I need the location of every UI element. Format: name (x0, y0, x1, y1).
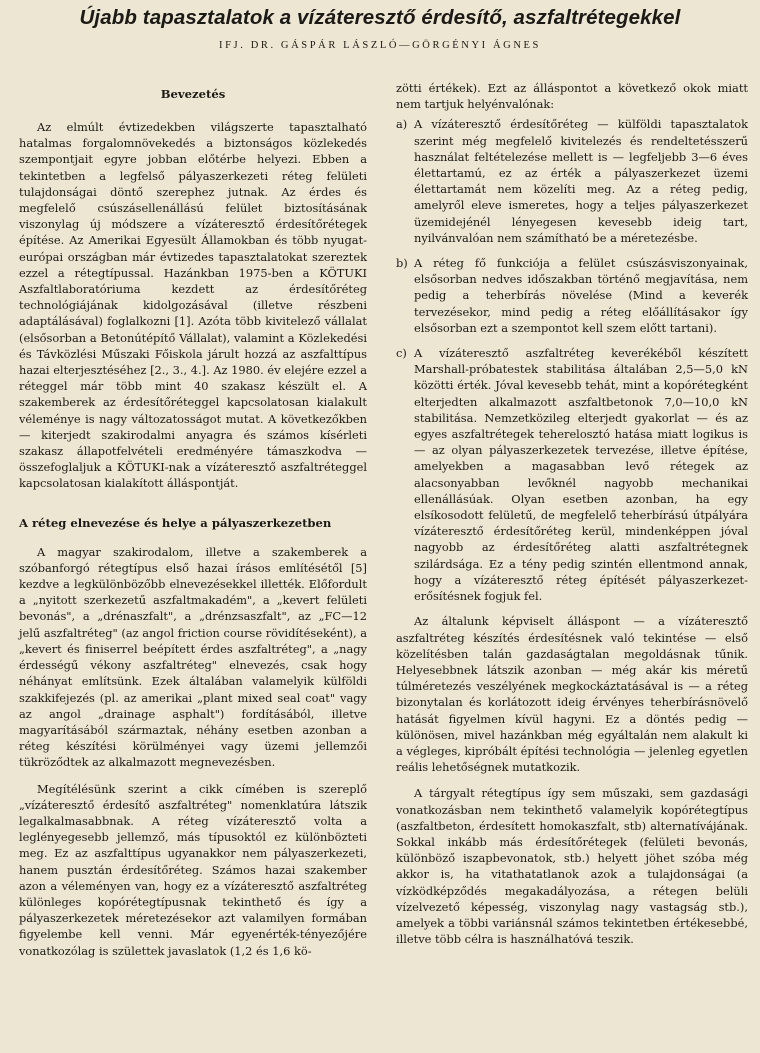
section-heading-introduction: Bevezetés (160, 87, 226, 101)
section-heading-naming: A réteg elnevezése és helye a pályaszerkezetben (19, 515, 332, 530)
paragraph-naming-2: Megítélésünk szerint a cikk címében is szereplő „vízáteresztő érdesítő aszfaltréteg" nomenklatúra látszik legalkalmasabbnak. A réteg vízáteresztő volta a leglényegesebb jellemző, más típusoktól ez különbözteti meg. Ez az aszfalttípus ugyanakkor nem pályaszerkezeti, hanem pusztán érdesítőréteg. Számos hazai szakember azon a véleményen van, hogy ez a vízáteresztő aszfaltréteg különleges kopórétegtípusnak tekinthető és így a pályaszerkezetek méretezésekor azt valamilyen formában figyelembe kell venni. Már egyenérték-tényezőjére vonatkozólag is születtek javaslatok (1,2 és 1,6 kö- (19, 781, 367, 958)
list-item-label: b) (396, 256, 408, 271)
right-column (396, 80, 748, 947)
paragraph-alternative: A tárgyalt rétegtípus így sem műszaki, sem gazdasági vonatkozásban nem tekinthető valamelyik kopórétegtípus (aszfaltbeton, érdesített homokaszfalt, stb) alternatívájának. Sokkal inkább más érdesítőrétegek (felületi bevonás, különböző iszapbevonatok, stb.) helyett jöhet szóba még akkor is, ha vitathatatlanok azok a tulajdonságai (a vízködképződés megakadályozása, a rétegen belüli vízelvezető képesség, viszonylag nagy vastagság stb.), amelyek a többi variánsnál számos tekintetben értékesebbé, illetve több célra is használhatóvá teszik. (396, 786, 748, 947)
paragraph-continuation: zötti értékek). Ezt az álláspontot a következő okok miatt nem tartjuk helyénvalónak: (396, 81, 748, 112)
article-title: Újabb tapasztalatok a vízáteresztő érdesítő, aszfaltrétegekkel (79, 6, 681, 29)
list-item-label: c) (396, 346, 407, 361)
paragraph-intro: Az elmúlt évtizedekben világszerte tapasztalható hatalmas forgalomnövekedés a biztonságos közlekedés szempontjait egyre jobban előtérbe helyezi. Ebben a tekintetben a legfelső pályaszerkezeti réteg felületi tulajdonságai döntő szerephez jutnak. Az érdes és megfelelő csúszásellenállású felület biztosításának viszonylag új módszere a vízáteresztő érdesítőrétegek építése. Az Amerikai Egyesült Államokban és több nyugat-európai országban már évtizedes tapasztalatokat szereztek ezzel a rétegtípussal. Hazánkban 1975-ben a KÖTUKI Aszfaltlaboratóriuma kezdett az érdesítőréteg technológiájának kidolgozásával (illetve részbeni adaptálásával) foglalkozni [1]. Azóta több kivitelező vállalat (elsősorban a Betonútépítő Vállalat), valamint a Közlekedési és Távközlési Műszaki Főiskola járult hozzá az aszfalttípus hazai elterjesztéséhez [2., 3., 4.]. Az 1980. év elejére ezzel a réteggel már több mint 40 szakasz készült el. A szakemberek az érdesítőréteggel kapcsolatosan kialakult véleménye is nagy változatosságot mutat. A következőkben — kiterjedt szakirodalmi anyagra és számos kísérleti szakasz állapotfelvételi eredményére támaszkodva — összefoglaljuk a KÖTUKI-nak a vízáteresztő aszfaltréteggel kapcsolatosan kialakított álláspontját. (19, 120, 367, 491)
paragraph-naming-1: A magyar szakirodalom, illetve a szakemberek a szóbanforgó rétegtípus első hazai írásos említésétől [5] kezdve a legkülönbözőbb elnevezésekkel illették. Előfordult a „nyitott szerkezetű aszfaltmakadém", a „kevert felületi bevonás", a „drénaszfalt", a „drénzsaszfalt", az „FC—12 jelű aszfaltréteg" (az angol friction course rövidítéseként), a „kevert és finiserrel beépített érdes aszfaltréteg", a „nagy érdességű vékony aszfaltréteg" elnevezés, csak hogy néhányat említsünk. Ezek általában valamelyik külföldi szakkifejezés (pl. az amerikai „plant mixed seal coat" vagy az angol „drainage asphalt") fordításából, illetve magyarításából származtak, néhány esetben azonban a réteg készítési körülményei vagy üzemi jellemzői tükröződtek az alkalmazott megnevezésben. (19, 544, 367, 770)
article-authors: IFJ. DR. GÁSPÁR LÁSZLÓ—GÖRGÉNYI ÁGNES (219, 40, 541, 51)
list-item-text: A réteg fő funkciója a felület csúszásviszonyainak, elsősorban nedves időszakban történő megjavítása, nem pedig a teherbírás növelése (Mind a keverék tervezésekor, mind pedig a réteg előállításakor így elsősorban ezt a szempontot kell szem előtt tartani). (414, 256, 748, 335)
list-item-label: a) (396, 117, 408, 132)
list-item-text: A vízáteresztő érdesítőréteg — külföldi tapasztalatok szerint még megfelelő kivitelezés és rendeltetésszerű használat feltételezése mellett is — legfeljebb 3—6 éves élettartamú, ez az érték a pályaszerkezet üzemi élettartamát nem közelíti meg. Az a réteg pedig, amelyről eleve ismeretes, hogy a teljes pályaszerkezet üzemidejénél lényegesen kevesebb ideig tart, nyilvánvalóan nem számítható be a méretezésbe. (414, 117, 748, 245)
list-item (396, 255, 748, 336)
list-item (396, 116, 748, 246)
left-column (19, 80, 367, 969)
list-item (396, 345, 748, 604)
paragraph-position: Az általunk képviselt álláspont — a vízáteresztő aszfaltréteg készítés érdesítésnek való tekintése — első közelítésben talán gazdaságtalan megoldásnak tűnik. Helyesebbnek látszik azonban — még akár kis méretű túlméretezés veszélyének megkockáztatásával is — a réteg bizonytalan és korlátozott ideig érvényes teherbírásnövelő hatását figyelmen kívül hagyni. Ez a döntés pedig — különösen, mivel hazánkban még egyáltalán nem alakult ki a végleges, kipróbált építési technológia — jelenleg egyetlen reális lehetőségnek mutatkozik. (396, 614, 748, 775)
list-item-text: A vízáteresztő aszfaltréteg keverékéből készített Marshall-próbatestek stabilitása általában 2,5—5,0 kN közötti érték. Jóval kevesebb tehát, mint a kopórétegként elterjedten alkalmazott aszfaltbetonok 7,0—10,0 kN stabilitása. Nemzetközileg elterjedt gyakorlat — és az egyes aszfaltrétegek teherelosztó hatása miatt logikus is — az olyan pályaszerkezetek tervezése, illetve építése, amelyekben a magasabban levő rétegek az alacsonyabban levőknél nagyobb mechanikai ellenállásúak. Olyan esetben azonban, ha egy elsíkosodott felületű, de megfelelő teherbírású útpályára vízáteresztő érdesítőréteg kerül, mindenképpen jóval nagyobb az érdesítőréteg alatti aszfaltrétegnek szilárdsága. Ez a tény pedig szintén ellentmond annak, hogy a vízáteresztő réteg építését pályaszerkezet-erősítésnek fogjuk fel. (414, 346, 748, 604)
